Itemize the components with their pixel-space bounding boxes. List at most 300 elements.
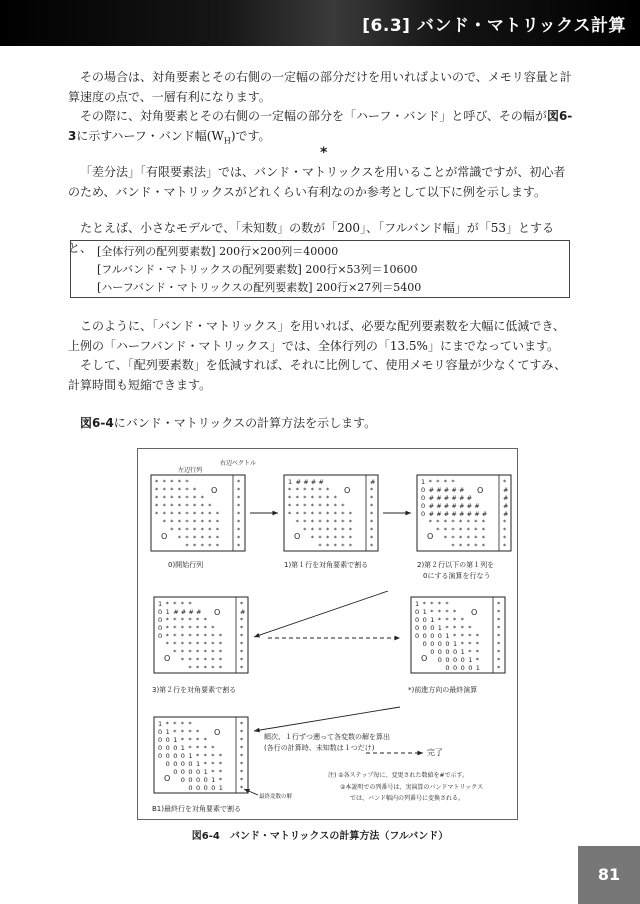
matrix-backward-cell: * [218,768,223,776]
paragraph-7-text: にバンド・マトリックスの計算方法を示します。 [113,416,377,430]
label-left-matrix: 左辺行列 [178,467,203,474]
matrix-step1-cell: * [303,510,307,518]
matrix-step2-cell: * [451,542,455,550]
matrix-forward-final-rhs: * [497,656,501,664]
matrix-step3-rhs: # [240,608,246,616]
matrix-backward-cell: 0 [158,728,163,736]
matrix-backward-cell: * [180,720,185,728]
matrix-forward-final-cell: 0 [422,632,427,640]
matrix-backward-cell: * [165,720,169,728]
matrix-start-cell: * [177,526,182,534]
matrix-step3-cell: * [196,648,200,656]
matrix-step3-cell: * [173,616,177,624]
matrix-step2-cell: * [428,518,432,526]
figure-diagram [138,449,519,821]
matrix-backward-cell: 0 [188,784,193,792]
matrix-step2-cell: # [428,510,435,518]
matrix-backward-cell: * [196,728,200,736]
matrix-start-cell: * [185,542,189,550]
matrix-step3-cell: * [180,624,185,632]
matrix-backward-cell: 0 [165,752,170,760]
matrix-step2-cell: # [466,494,473,502]
matrix-forward-final-cell: 1 [437,624,442,632]
matrix-backward-rhs: * [240,720,244,728]
matrix-start-cell: * [177,510,182,518]
matrix-forward-final-cell: * [475,648,480,656]
matrix-step2-rhs: * [503,478,507,486]
matrix-start-cell: * [215,518,220,526]
matrix-step3-cell: * [203,624,207,632]
step0-label: 0)開始行列 [168,561,204,569]
matrix-start-cell: * [208,510,212,518]
matrix-step2-cell: * [481,526,486,534]
matrix-step3-cell: * [180,600,185,608]
matrix-forward-final-cell: 0 [437,648,442,656]
matrix-step3-cell: # [173,608,179,616]
matrix-step3-cell: * [173,600,177,608]
matrix-step3-cell: * [196,632,200,640]
matrix-start-cell: * [193,526,197,534]
matrix-step3-cell: * [180,656,185,664]
matrix-step2-cell: * [466,526,470,534]
matrix-backward-cell: 0 [173,768,178,776]
matrix-step1-cell: * [310,510,315,518]
matrix-step1-cell: * [318,486,322,494]
matrix-forward-final-cell: * [430,608,434,616]
matrix-step1-rhs: * [370,502,374,510]
matrix-step3-cell: * [211,648,215,656]
matrix-forward-final-cell: 0 [460,664,465,672]
matrix-start-cell: * [155,478,159,486]
paragraph-2-text-c: )です。 [230,128,271,143]
matrix-step2-cell: * [474,518,478,526]
matrix-step2-cell: # [474,502,480,510]
matrix-step2-cell: # [436,486,442,494]
matrix-backward-cell: * [173,728,177,736]
matrix-step1-rhs: * [370,526,374,534]
matrix-start-cell: * [193,542,197,550]
matrix-forward-final-rhs: * [497,648,501,656]
matrix-step2-cell: 0 [421,486,426,494]
matrix-forward-final-cell: * [422,600,426,608]
matrix-start-cell: * [155,510,159,518]
matrix-start-cell: * [193,518,197,526]
matrix-backward-cell: 0 [188,776,193,784]
matrix-forward-final-cell: 0 [437,640,442,648]
matrix-backward-cell: * [211,744,215,752]
matrix-step1-cell: * [318,510,322,518]
matrix-forward-final-cell: * [460,632,464,640]
matrix-step2-cell: # [481,510,488,518]
matrix-step2-rhs: * [503,518,507,526]
matrix-backward-cell: * [203,760,207,768]
matrix-backward-cell: 1 [196,760,201,768]
example-line-full-matrix: [全体行列の配列要素数] 200行×200列＝40000 [97,245,339,258]
matrix-forward-final-cell: 1 [468,656,473,664]
matrix-forward-final-cell: * [475,640,480,648]
matrix-start-cell: * [215,510,220,518]
matrix-step2-cell: # [466,510,473,518]
matrix-step3-zero-upper: O [214,608,221,617]
matrix-step3-cell: * [218,648,223,656]
matrix-step2-rhs: # [503,486,509,494]
matrix-step3-cell: * [196,624,200,632]
example-line-full-band: [フルバンド・マトリックスの配列要素数] 200行×53列＝10600 [97,263,418,276]
matrix-step3-cell: * [165,616,169,624]
matrix-step1-cell: 1 [288,478,293,486]
matrix-step2-cell: # [436,494,442,502]
matrix-step1-rhs: * [370,510,374,518]
matrix-start-cell: * [162,502,166,510]
matrix-step2-cell: * [474,534,478,542]
matrix-step2-cell: # [459,494,465,502]
matrix-backward-rhs: * [240,760,244,768]
matrix-start-cell: * [193,494,197,502]
matrix-start-cell: * [162,510,166,518]
matrix-step1-cell: * [303,502,307,510]
matrix-backward-rhs: * [240,776,244,784]
matrix-step1-cell: * [288,494,292,502]
matrix-start-cell: * [200,534,204,542]
matrix-backward-cell: 0 [188,760,193,768]
matrix-forward-final-cell: * [453,624,457,632]
matrix-step1-cell: * [318,534,322,542]
matrix-forward-final-rhs: * [497,632,501,640]
matrix-step2-rhs: * [503,526,507,534]
matrix-backward-cell: * [211,752,215,760]
final-solution-label: 最終変数の解 [259,794,293,800]
matrix-start-rhs: * [237,478,241,486]
matrix-step2-cell: # [436,502,442,510]
matrix-step3-cell: * [173,640,177,648]
matrix-start-cell: * [162,486,166,494]
matrix-forward-final-cell: * [445,616,449,624]
matrix-step2-cell: * [451,478,455,486]
matrix-step1-cell: # [295,478,302,486]
matrix-forward-final-cell: * [468,624,472,632]
matrix-start-cell: * [162,518,166,526]
matrix-start-cell: * [185,510,189,518]
matrix-step1-cell: * [333,510,337,518]
matrix-step1-cell: * [348,518,353,526]
matrix-backward-cell: 0 [158,752,163,760]
matrix-step1-rhs: * [370,542,374,550]
matrix-step2-cell: * [451,518,455,526]
matrix-backward-cell: * [218,776,223,784]
matrix-step3-cell: * [173,648,177,656]
paragraph-2-text-b: に示すハーフ・バンド幅(W [76,128,224,143]
matrix-start-cell: * [200,518,204,526]
matrix-backward-cell: 0 [158,736,163,744]
matrix-backward-cell: 1 [165,728,170,736]
step1-label: 1)第１行を対角要素で割る [284,561,369,569]
matrix-step3-cell: * [165,624,169,632]
matrix-forward-final-cell: * [460,640,464,648]
matrix-step1-cell: * [326,502,330,510]
matrix-forward-final-cell: * [475,656,480,664]
matrix-start-cell: * [170,494,174,502]
matrix-step1-cell: * [333,502,337,510]
subscript-h: H [223,135,231,145]
matrix-forward-final-cell: 0 [445,664,450,672]
matrix-step2-cell: # [459,510,465,518]
matrix-step3-cell: * [165,632,169,640]
matrix-forward-final-cell: * [460,624,464,632]
matrix-backward-cell: * [203,736,207,744]
matrix-backward-cell: 0 [173,744,178,752]
matrix-step3-cell: * [180,616,185,624]
chapter-header-bar [0,0,640,46]
note-line-2: ②本説明での列番号は、実演算のバンドマトリックス [340,784,484,791]
matrix-backward-cell: * [211,768,215,776]
paragraph-6: そして、「配列要素数」を低減すれば、それに比例して、使用メモリ容量が少なくてすみ、計算時間も短縮できます。 [68,358,567,392]
matrix-step1-cell: * [310,526,315,534]
matrix-forward-final-cell: 0 [422,640,427,648]
matrix-forward-final-cell: 0 [430,640,435,648]
matrix-forward-final-zero-upper: O [471,608,478,617]
matrix-start-rhs: * [237,502,241,510]
matrix-forward-final-cell: * [430,600,434,608]
matrix-start-cell: * [193,486,197,494]
matrix-backward-cell: 1 [218,784,223,792]
matrix-step2-cell: * [436,526,440,534]
matrix-start-rhs: * [237,486,241,494]
matrix-start-cell: * [162,494,166,502]
matrix-forward-final-cell: * [468,648,472,656]
matrix-step2-cell: 0 [421,502,426,510]
matrix-step1-rhs: * [370,534,374,542]
matrix-forward-final-cell: 0 [445,648,450,656]
matrix-step3-cell: * [188,656,192,664]
label-right-vector: 右辺ベクトル [220,460,257,467]
arrow-step3-final-head [394,636,400,641]
matrix-backward-cell: * [173,720,177,728]
matrix-step1-cell: * [310,494,315,502]
matrix-step2-cell: # [459,486,465,494]
matrix-step3-cell: 0 [158,632,163,640]
matrix-start-cell: * [208,526,212,534]
matrix-step3-cell: # [180,608,187,616]
matrix-backward-cell: * [180,728,185,736]
paragraph-1: その場合は、対角要素とその右側の一定幅の部分だけを用いればよいので、メモリ容量と計算速度の点で、一層有利になります。 [68,70,572,104]
matrix-forward-final-rhs: * [497,608,501,616]
matrix-start-cell: * [170,502,174,510]
matrix-step1-cell: * [341,518,345,526]
matrix-forward-final-cell: 1 [445,632,450,640]
matrix-step3-cell: * [188,648,192,656]
matrix-backward-cell: * [188,736,192,744]
matrix-step1-cell: * [288,486,292,494]
matrix-forward-final-cell: * [475,632,480,640]
matrix-step2-cell: * [436,518,440,526]
matrix-backward-zero-upper: O [214,728,221,737]
matrix-step1-rhs: * [370,518,374,526]
matrix-step2-cell: # [443,510,450,518]
matrix-step3-cell: * [203,648,207,656]
matrix-backward-cell: * [180,736,185,744]
backward-text-a: 順次、１行ずつ遡って各変数の解を算出 [264,733,390,741]
matrix-backward-zero-lower: O [164,774,171,783]
matrix-start-cell: * [177,494,182,502]
matrix-forward-final-cell: 1 [460,648,465,656]
matrix-step2-cell: * [451,534,455,542]
matrix-step1-cell: * [341,502,345,510]
matrix-step3-cell: * [180,648,185,656]
matrix-step3-zero-lower: O [164,654,171,663]
figure-6-4 [137,448,518,820]
matrix-step3-cell: * [180,632,185,640]
matrix-forward-final-cell: 1 [415,600,420,608]
matrix-backward-cell: 0 [196,768,201,776]
matrix-start-cell: * [185,518,189,526]
paragraph-2-text-a: その際に、対角要素とその右側の一定幅の部分を「ハーフ・バンド」と呼び、その幅が [80,109,547,123]
matrix-backward-cell: * [218,760,223,768]
matrix-step1-cell: * [318,494,322,502]
matrix-forward-final-cell: 0 [415,616,420,624]
matrix-forward-final-cell: 0 [430,624,435,632]
matrix-step1-cell: * [348,510,353,518]
section-title: [6.3] バンド・マトリックス計算 [362,16,626,36]
note-line-3: では、バンド幅内の列番号に変換される。 [350,795,465,802]
arrow-step2-3 [254,591,388,637]
matrix-backward-cell: * [188,728,192,736]
matrix-step1-rhs: * [370,494,374,502]
matrix-step3-cell: * [203,632,207,640]
matrix-step2-cell: * [481,542,486,550]
matrix-step1-cell: * [326,518,330,526]
matrix-forward-final-cell: * [437,600,442,608]
matrix-forward-final-rhs: * [497,600,501,608]
matrix-backward-rhs: * [240,784,244,792]
matrix-step1-cell: * [310,502,315,510]
matrix-forward-final-cell: * [468,640,472,648]
matrix-step2-cell: * [443,534,448,542]
matrix-backward-cell: 0 [173,752,178,760]
page-number: 81 [578,846,640,904]
matrix-forward-final-cell: 0 [453,648,458,656]
matrix-forward-final-cell: * [437,616,442,624]
matrix-step1-cell: * [333,494,337,502]
matrix-start-cell: * [162,478,166,486]
matrix-start-cell: * [208,534,212,542]
matrix-step2-cell: * [466,542,470,550]
matrix-backward-cell: * [188,720,192,728]
matrix-start-rhs: * [237,510,241,518]
matrix-step3-cell: * [188,632,192,640]
matrix-forward-final-cell: 0 [422,624,427,632]
matrix-start-cell: * [193,502,197,510]
matrix-backward-cell: 0 [180,768,185,776]
separator-asterisk: * [320,145,328,161]
matrix-step3-rhs: * [240,640,244,648]
matrix-step1-cell: * [310,486,315,494]
matrix-forward-final-zero-lower: O [421,654,428,663]
matrix-step1-cell: * [310,518,315,526]
matrix-backward-cell: 1 [173,736,178,744]
matrix-start-cell: * [193,534,197,542]
matrix-start-cell: * [170,486,174,494]
matrix-step1-cell: * [295,494,299,502]
matrix-step1-cell: * [341,534,345,542]
matrix-forward-final-cell: * [445,608,449,616]
matrix-backward-cell: * [196,752,200,760]
matrix-step2-rhs: # [503,494,509,502]
matrix-step1-cell: * [326,510,330,518]
matrix-forward-final-rhs: * [497,624,501,632]
matrix-start-rhs: * [237,518,241,526]
matrix-step3-cell: * [211,640,215,648]
matrix-backward-cell: 0 [158,744,163,752]
matrix-step3-cell: 0 [158,608,163,616]
matrix-backward-cell: 0 [203,776,208,784]
matrix-forward-final-cell: 0 [460,656,465,664]
matrix-step3-cell: # [196,608,202,616]
matrix-start-rhs: * [237,494,241,502]
matrix-step2-cell: * [436,478,440,486]
matrix-start-cell: * [177,534,182,542]
matrix-backward-cell: 0 [180,760,185,768]
matrix-step3-rhs: * [240,648,244,656]
matrix-step3-cell: * [188,624,192,632]
matrix-step3-cell: 1 [158,600,163,608]
matrix-step1-cell: * [333,542,337,550]
figure-ref-6-4: 図6-4 [80,416,114,430]
matrix-start-cell: * [200,502,204,510]
matrix-step2-cell: * [443,478,448,486]
matrix-step1-cell: * [318,542,322,550]
matrix-step2-cell: # [428,502,435,510]
matrix-step1-cell: * [303,486,307,494]
matrix-step2-cell: * [428,478,432,486]
matrix-step1-cell: * [288,502,292,510]
matrix-step3-rhs: * [240,632,244,640]
matrix-start-cell: * [185,502,189,510]
done-label: 完了 [427,748,443,757]
matrix-start-cell: * [177,502,182,510]
matrix-backward-cell: 0 [180,776,185,784]
matrix-step3-cell: * [196,640,200,648]
matrix-step2-cell: * [474,526,478,534]
matrix-step1-cell: * [333,526,337,534]
matrix-start-zero-lower: O [161,532,168,541]
matrix-step3-cell: * [203,640,207,648]
matrix-step3-rhs: * [240,624,244,632]
matrix-forward-final-cell: 1 [422,608,427,616]
arrow-final-backward [254,707,400,731]
matrix-step2-cell: * [459,518,463,526]
arrow-step1-2-head [405,511,411,516]
matrix-backward-rhs: * [240,744,244,752]
matrix-forward-final-cell: 0 [415,608,420,616]
paragraph-5: このように、「バンド・マトリックス」を用いれば、必要な配列要素数を大幅に低減でき、上例の「ハーフバンド・マトリックス」では、全体行列の「13.5%」にまでなっています。 [68,319,565,353]
matrix-step2-cell: # [451,510,457,518]
matrix-step2-cell: # [428,494,435,502]
matrix-forward-final-cell: 0 [430,648,435,656]
matrix-start-cell: * [170,510,174,518]
matrix-step2-cell: * [474,542,478,550]
matrix-start-cell: * [200,526,204,534]
matrix-step1-cell: * [318,502,322,510]
matrix-step2-cell: * [481,518,486,526]
step2-label-a: 2)第２行以下の第１列を [417,561,495,569]
matrix-backward-cell: 1 [211,776,216,784]
matrix-backward-cell: 0 [203,784,208,792]
matrix-step3-cell: * [218,664,223,672]
matrix-step3-cell: * [218,656,223,664]
matrix-backward-cell: 1 [180,744,185,752]
matrix-step2-cell: # [459,502,465,510]
matrix-step2-cell: * [443,526,448,534]
